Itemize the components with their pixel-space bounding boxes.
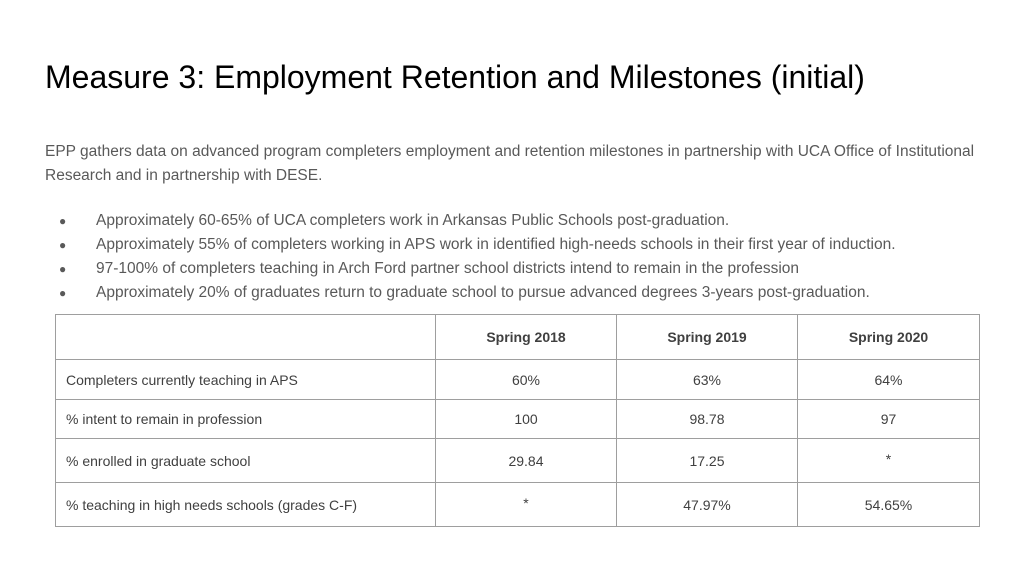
row-label: % enrolled in graduate school (56, 439, 436, 483)
column-header: Spring 2019 (617, 315, 798, 360)
table-cell: 64% (798, 360, 980, 400)
table-row (56, 400, 980, 439)
bullet-item (45, 233, 1005, 257)
bullet-text: Approximately 20% of graduates return to graduate school to pursue advanced degrees 3-years post-graduation. (96, 284, 870, 301)
bullet-dot-icon: ● (59, 262, 67, 276)
table-cell: * (798, 439, 980, 483)
bullet-dot-icon: ● (59, 238, 67, 252)
bullet-list (45, 209, 1005, 305)
table-cell: 100 (436, 400, 617, 439)
bullet-dot-icon: ● (59, 286, 67, 300)
row-label: % teaching in high needs schools (grades C-F) (56, 483, 436, 527)
table-cell: 47.97% (617, 483, 798, 527)
bullet-text: Approximately 55% of completers working in APS work in identified high-needs schools in their first year of induction. (96, 236, 896, 253)
table-cell: 98.78 (617, 400, 798, 439)
table-cell: 17.25 (617, 439, 798, 483)
data-table (55, 314, 980, 527)
bullet-text: 97-100% of completers teaching in Arch Ford partner school districts intend to remain in the profession (96, 260, 800, 277)
bullet-dot-icon: ● (59, 214, 67, 228)
table-row (56, 360, 980, 400)
bullet-text: Approximately 60-65% of UCA completers work in Arkansas Public Schools post-graduation. (96, 212, 730, 229)
column-header: Spring 2020 (798, 315, 980, 360)
bullet-item (45, 281, 1005, 305)
bullet-item (45, 257, 1005, 281)
table-row (56, 439, 980, 483)
table-row (56, 483, 980, 527)
bullet-item (45, 209, 1005, 233)
intro-paragraph: EPP gathers data on advanced program completers employment and retention milestones in partnership with UCA Office of Institutional Research and in partnership with DESE. (45, 143, 975, 184)
table-cell: 54.65% (798, 483, 980, 527)
table-cell: 60% (436, 360, 617, 400)
table-header-row (56, 315, 980, 360)
table-cell: * (436, 483, 617, 527)
column-header: Spring 2018 (436, 315, 617, 360)
row-label: % intent to remain in profession (56, 400, 436, 439)
table-corner-cell (56, 315, 436, 360)
slide-title: Measure 3: Employment Retention and Milestones (initial) (45, 59, 865, 95)
row-label: Completers currently teaching in APS (56, 360, 436, 400)
table-cell: 97 (798, 400, 980, 439)
table-cell: 29.84 (436, 439, 617, 483)
table-cell: 63% (617, 360, 798, 400)
